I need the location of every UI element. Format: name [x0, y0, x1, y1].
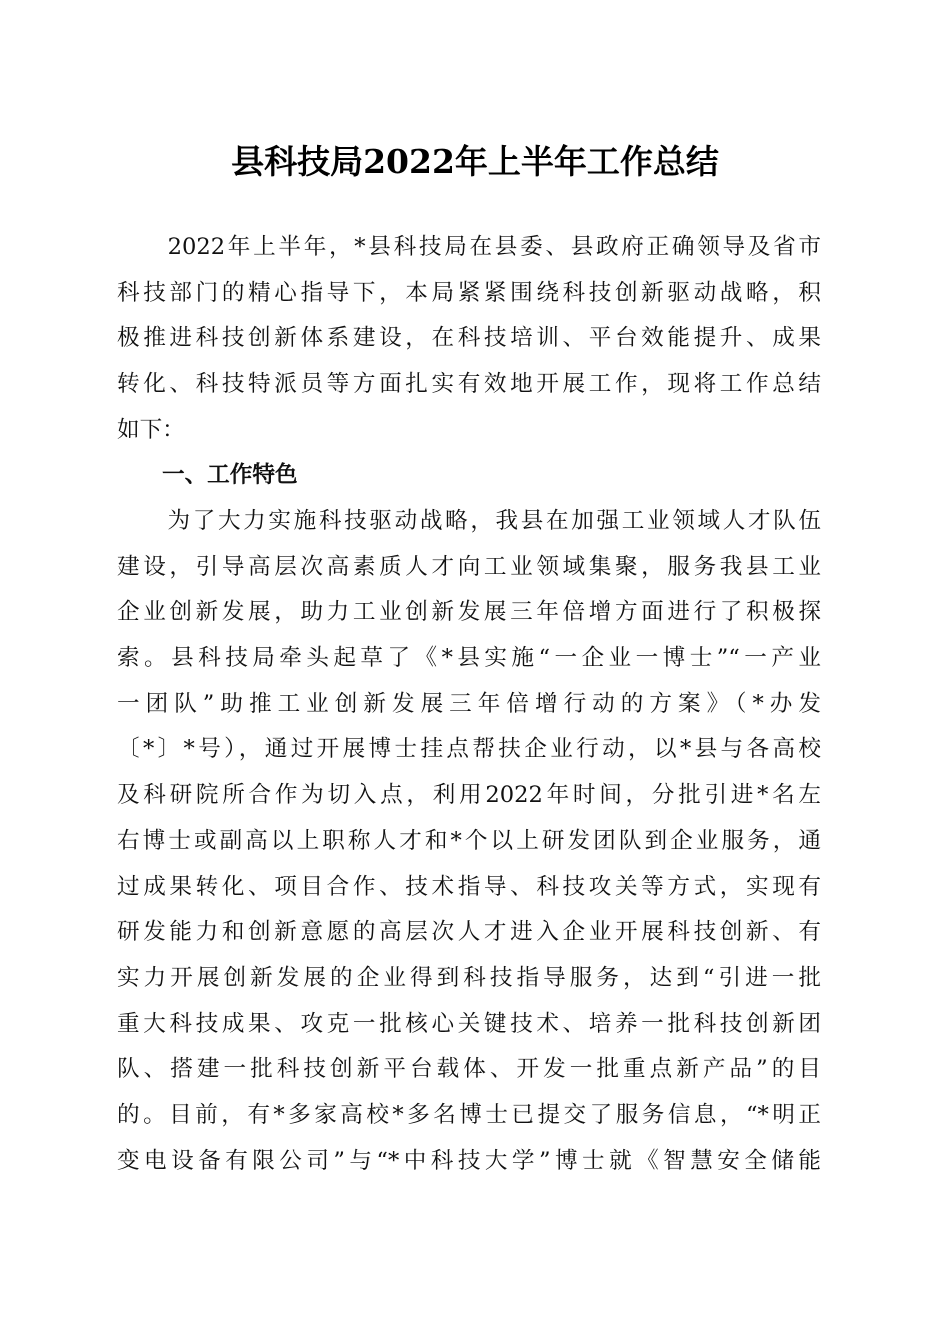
paragraph-line: 极推进科技创新体系建设，在科技培训、平台效能提升、成果	[117, 325, 821, 352]
section-heading: 一、工作特色	[162, 462, 298, 488]
paragraph-line: 转化、科技特派员等方面扎实有效地开展工作，现将工作总结	[117, 371, 821, 398]
paragraph-line: 变电设备有限公司”与“*中科技大学”博士就《智慧安全储能	[117, 1147, 821, 1174]
paragraph-line: 为了大力实施科技驱动战略，我县在加强工业领域人才队伍	[117, 508, 821, 534]
paragraph-line: 2022年上半年，*县科技局在县委、县政府正确领导及省市	[117, 234, 821, 260]
paragraph-line: 右博士或副高以上职称人才和*个以上研发团队到企业服务，通	[117, 827, 821, 854]
paragraph-line: 研发能力和创新意愿的高层次人才进入企业开展科技创新、有	[117, 919, 821, 946]
paragraph-line: 如下：	[117, 416, 185, 443]
paragraph-line: 重大科技成果、攻克一批核心关键技术、培养一批科技创新团	[117, 1010, 821, 1037]
paragraph-line: 〔*〕*号），通过开展博士挂点帮扶企业行动，以*县与各高校	[117, 736, 821, 763]
paragraph-line: 的。目前，有*多家高校*多名博士已提交了服务信息，“*明正	[117, 1101, 821, 1128]
intro-paragraph	[117, 225, 821, 453]
paragraph-line: 及科研院所合作为切入点，利用2022年时间，分批引进*名左	[117, 782, 821, 809]
document-title: 县科技局2022年上半年工作总结	[231, 142, 719, 181]
paragraph-line: 索。县科技局牵头起草了《*县实施“一企业一博士”“一产业	[117, 645, 821, 672]
paragraph-line: 一团队”助推工业创新发展三年倍增行动的方案》（*办发	[117, 690, 821, 717]
section-paragraph	[117, 499, 821, 1184]
paragraph-line: 队、搭建一批科技创新平台载体、开发一批重点新产品”的目	[117, 1056, 821, 1083]
paragraph-line: 实力开展创新发展的企业得到科技指导服务，达到“引进一批	[117, 964, 821, 991]
paragraph-line: 科技部门的精心指导下，本局紧紧围绕科技创新驱动战略，积	[117, 279, 821, 306]
paragraph-line: 过成果转化、项目合作、技术指导、科技攻关等方式，实现有	[117, 873, 821, 900]
paragraph-line: 企业创新发展，助力工业创新发展三年倍增方面进行了积极探	[117, 599, 821, 626]
paragraph-line: 建设，引导高层次高素质人才向工业领域集聚，服务我县工业	[117, 553, 821, 580]
